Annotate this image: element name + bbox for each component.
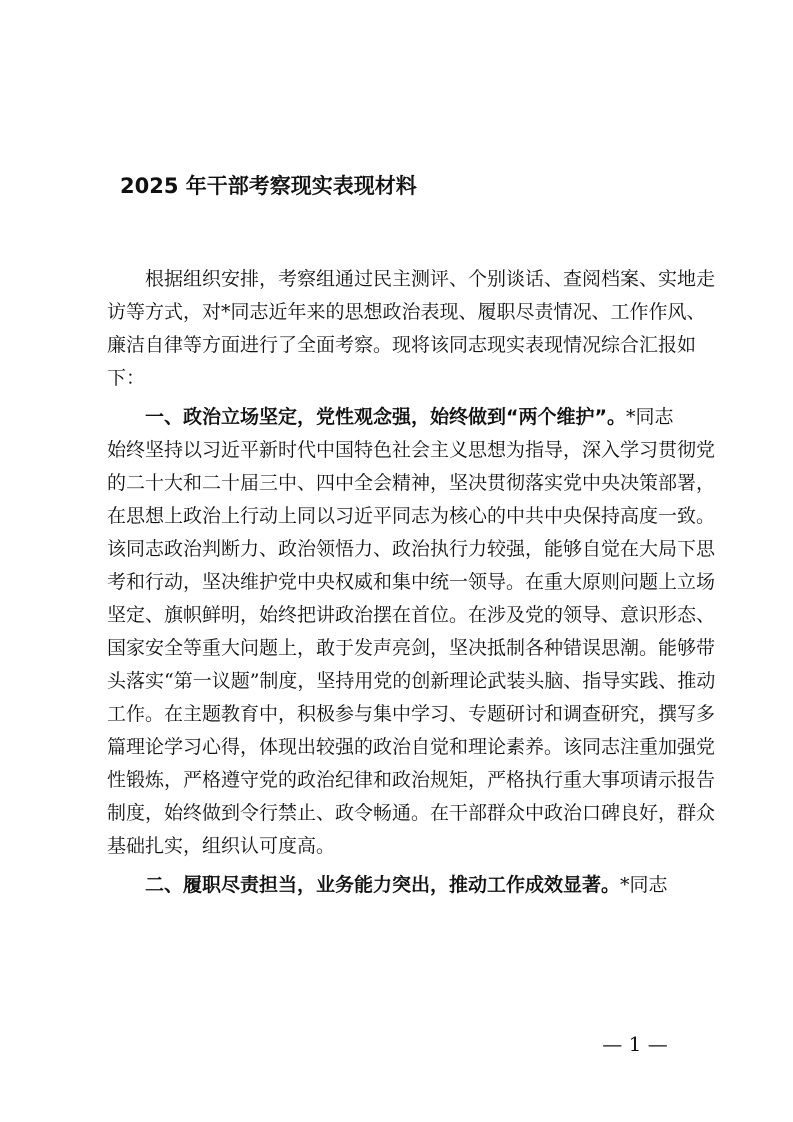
section-one-heading: 一、政治立场坚定，党性观念强，始终做到“两个维护”。 xyxy=(107,406,626,428)
section-two-heading-tail: *同志 xyxy=(620,874,668,896)
paragraph-line: 篇理论学习心得，体现出较强的政治自觉和理论素养。该同志注重加强党 xyxy=(107,736,716,758)
paragraph-line: 制度，始终做到令行禁止、政令畅通。在干部群众中政治口碑良好，群众 xyxy=(107,802,716,824)
paragraph-line: 考和行动，坚决维护党中央权威和集中统一领导。在重大原则问题上立场 xyxy=(107,571,716,593)
paragraph-line: 基础扎实，组织认可度高。 xyxy=(107,835,336,857)
intro-paragraph xyxy=(107,263,716,395)
paragraph-line: 坚定、旗帜鲜明，始终把讲政治摆在首位。在涉及党的领导、意识形态、 xyxy=(107,604,716,626)
document-body xyxy=(107,263,716,902)
page-number: — 1 — xyxy=(602,1032,668,1056)
section-two xyxy=(107,869,685,902)
paragraph-line: 工作。在主题教育中，积极参与集中学习、专题研讨和调查研究，撰写多 xyxy=(107,703,716,725)
paragraph-line: 根据组织安排，考察组通过民主测评、个别谈话、查阅档案、实地走 xyxy=(107,268,716,290)
paragraph-line: 下： xyxy=(107,367,146,389)
document-title: 2025 年干部考察现实表现材料 xyxy=(120,174,417,198)
section-one xyxy=(107,401,716,863)
section-two-heading: 二、履职尽责担当，业务能力突出，推动工作成效显著。 xyxy=(107,874,621,896)
paragraph-line: 始终坚持以习近平新时代中国特色社会主义思想为指导，深入学习贯彻党 xyxy=(107,439,716,461)
paragraph-line: 国家安全等重大问题上，敢于发声亮剑，坚决抵制各种错误思潮。能够带 xyxy=(107,637,716,659)
paragraph-line: 的二十大和二十届三中、四中全会精神，坚决贯彻落实党中央决策部署， xyxy=(107,472,716,494)
paragraph-line: 访等方式，对*同志近年来的思想政治表现、履职尽责情况、工作作风、 xyxy=(107,301,706,323)
paragraph-line: 头落实“第一议题”制度，坚持用党的创新理论武装头脑、指导实践、推动 xyxy=(107,670,716,692)
section-one-heading-line xyxy=(107,401,685,434)
paragraph-line: 该同志政治判断力、政治领悟力、政治执行力较强，能够自觉在大局下思 xyxy=(107,538,716,560)
section-two-heading-line xyxy=(107,869,685,902)
section-one-heading-tail: *同志 xyxy=(625,406,674,428)
paragraph-line: 廉洁自律等方面进行了全面考察。现将该同志现实表现情况综合汇报如 xyxy=(107,334,697,356)
paragraph-line: 性锻炼，严格遵守党的政治纪律和政治规矩，严格执行重大事项请示报告 xyxy=(107,769,716,791)
paragraph-line: 在思想上政治上行动上同以习近平同志为核心的中共中央保持高度一致。 xyxy=(107,505,716,527)
